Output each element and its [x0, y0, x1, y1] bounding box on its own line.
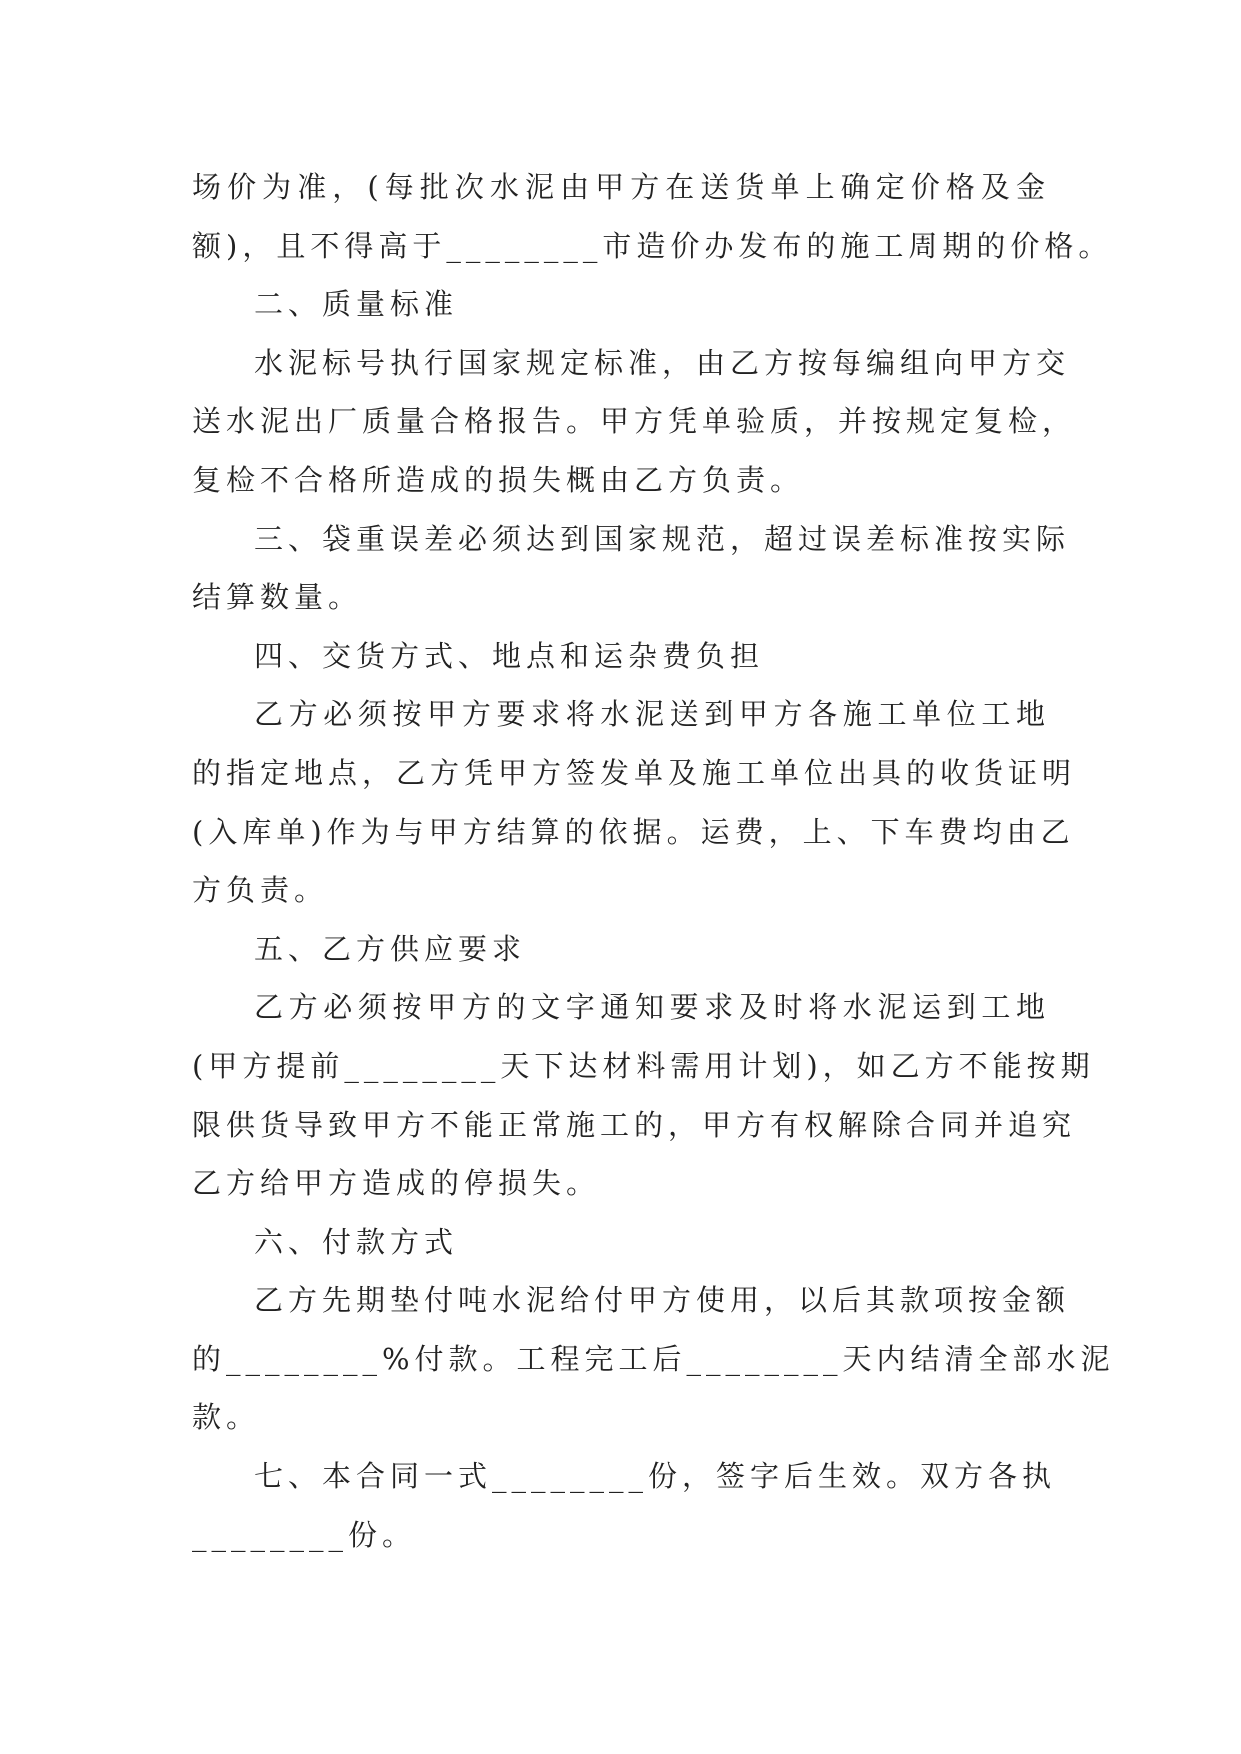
section-heading: 七、本合同一式________份，签字后生效。双方各执 — [254, 1459, 1057, 1494]
text-line: 结算数量。 — [192, 580, 363, 615]
text-line: 复检不合格所造成的损失概由乙方负责。 — [192, 462, 805, 497]
text-line: 的________%付款。工程完工后________天内结清全部水泥 — [192, 1341, 1115, 1376]
section-heading: 六、付款方式 — [254, 1224, 459, 1259]
text-line: 乙方必须按甲方要求将水泥送到甲方各施工单位工地 — [254, 697, 1050, 732]
text-line: ________份。 — [192, 1517, 417, 1552]
text-line: (入库单)作为与甲方结算的依据。运费，上、下车费均由乙 — [192, 814, 1075, 849]
section-heading: 三、袋重误差必须达到国家规范，超过误差标准按实际 — [254, 521, 1071, 556]
text-line: 乙方必须按甲方的文字通知要求及时将水泥运到工地 — [254, 990, 1050, 1025]
text-line: 限供货导致甲方不能正常施工的，甲方有权解除合同并追究 — [192, 1107, 1077, 1142]
text-line: 额)，且不得高于________市造价办发布的施工周期的价格。 — [192, 228, 1113, 263]
text-line: 乙方给甲方造成的停损失。 — [192, 1166, 601, 1201]
section-heading: 五、乙方供应要求 — [254, 931, 527, 966]
document-body — [192, 158, 1115, 1564]
text-line: 款。 — [192, 1400, 261, 1435]
text-line: 场价为准，(每批次水泥由甲方在送货单上确定价格及金 — [192, 170, 1050, 204]
text-line: (甲方提前________天下达材料需用计划)，如乙方不能按期 — [192, 1048, 1095, 1083]
text-line: 乙方先期垫付吨水泥给付甲方使用，以后其款项按金额 — [254, 1283, 1071, 1318]
text-line: 方负责。 — [192, 873, 329, 908]
text-line: 的指定地点，乙方凭甲方签发单及施工单位出具的收货证明 — [192, 755, 1077, 790]
text-line: 送水泥出厂质量合格报告。甲方凭单验质，并按规定复检， — [192, 404, 1077, 439]
section-heading: 二、质量标准 — [254, 287, 459, 322]
text-line: 水泥标号执行国家规定标准，由乙方按每编组向甲方交 — [254, 345, 1071, 380]
section-heading: 四、交货方式、地点和运杂费负担 — [254, 638, 765, 673]
